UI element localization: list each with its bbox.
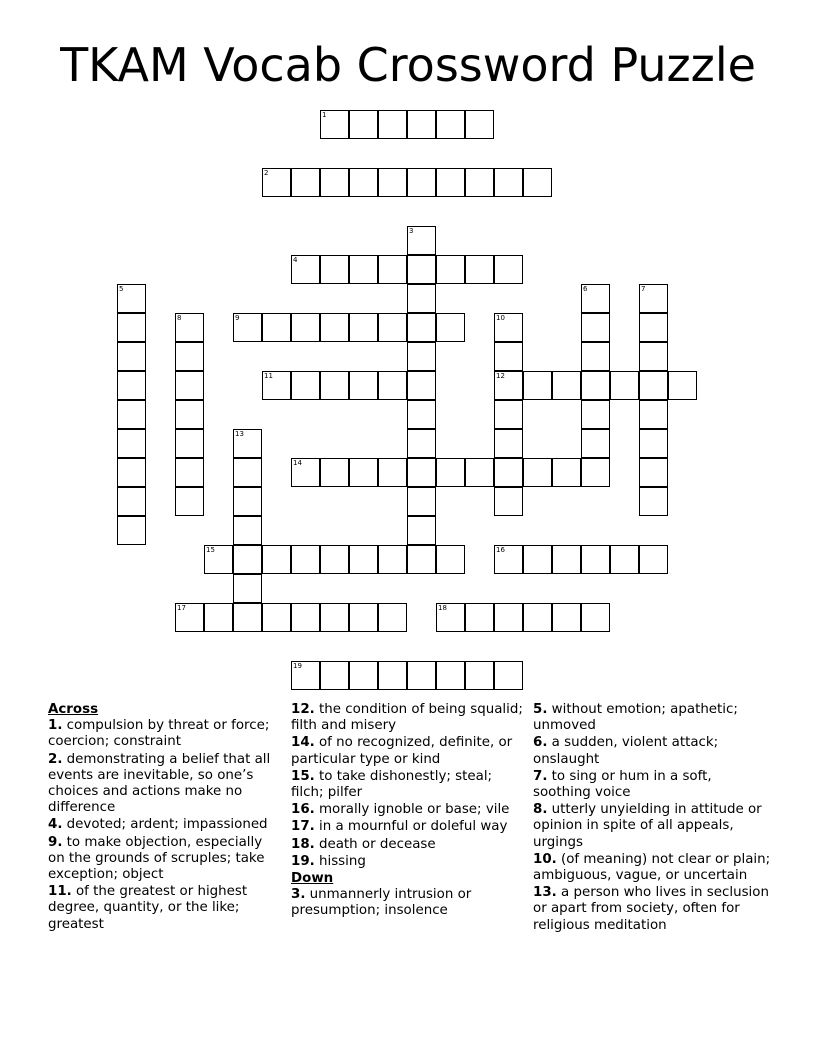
clue <box>533 885 773 934</box>
grid-cell[interactable] <box>175 429 204 458</box>
grid-cell[interactable] <box>117 429 146 458</box>
grid-cell[interactable] <box>262 168 291 197</box>
clue <box>533 735 773 767</box>
clue-number-label: 7 <box>641 285 646 293</box>
grid-cell[interactable] <box>552 603 581 632</box>
grid-cell[interactable] <box>117 371 146 400</box>
grid-cell[interactable] <box>436 255 465 284</box>
grid-cell[interactable] <box>378 545 407 574</box>
section-heading: Down <box>291 871 334 887</box>
clue-text: hissing <box>314 853 366 869</box>
grid-cell[interactable] <box>378 313 407 342</box>
grid-cell[interactable] <box>320 458 349 487</box>
grid-cell[interactable] <box>320 110 349 139</box>
clue <box>291 802 527 818</box>
grid-cell[interactable] <box>523 545 552 574</box>
grid-cell[interactable] <box>407 110 436 139</box>
clue-number: 8. <box>533 802 548 818</box>
grid-cell[interactable] <box>320 313 349 342</box>
clue-number-label: 6 <box>583 285 588 293</box>
grid-cell[interactable] <box>465 661 494 690</box>
grid-cell[interactable] <box>523 371 552 400</box>
grid-cell[interactable] <box>465 168 494 197</box>
clue-number: 13. <box>533 885 557 901</box>
grid-cell[interactable] <box>175 400 204 429</box>
grid-cell[interactable] <box>407 487 436 516</box>
grid-cell[interactable] <box>407 371 436 400</box>
grid-cell[interactable] <box>523 603 552 632</box>
grid-cell[interactable] <box>349 255 378 284</box>
grid-cell[interactable] <box>581 429 610 458</box>
clue-text: to take dishonestly; steal; filch; pilfer <box>291 768 493 801</box>
grid-cell[interactable] <box>233 516 262 545</box>
clue-text: demonstrating a belief that all events are inevitable, so one’s choices and actions make no difference <box>48 751 271 816</box>
clue-text: unmannerly intrusion or presumption; insolence <box>291 887 472 919</box>
grid-cell[interactable] <box>494 487 523 516</box>
grid-cell[interactable] <box>668 371 697 400</box>
clue-text: morally ignoble or base; vile <box>314 802 510 818</box>
clue-text: compulsion by threat or force; coercion; constraint <box>48 718 270 750</box>
grid-cell[interactable] <box>291 603 320 632</box>
grid-cell[interactable] <box>465 603 494 632</box>
grid-cell[interactable] <box>581 371 610 400</box>
grid-cell[interactable] <box>378 661 407 690</box>
grid-cell[interactable] <box>320 661 349 690</box>
clue-number: 10. <box>533 851 557 867</box>
grid-cell[interactable] <box>610 545 639 574</box>
clue <box>291 887 527 919</box>
grid-cell[interactable] <box>494 255 523 284</box>
clue-number: 5. <box>533 702 548 717</box>
clue-number-label: 1 <box>322 111 327 119</box>
grid-cell[interactable] <box>552 458 581 487</box>
grid-cell[interactable] <box>436 110 465 139</box>
grid-cell[interactable] <box>378 110 407 139</box>
grid-cell[interactable] <box>349 603 378 632</box>
grid-cell[interactable] <box>436 661 465 690</box>
grid-cell[interactable] <box>204 545 233 574</box>
grid-cell[interactable] <box>291 255 320 284</box>
clue-number: 19. <box>291 853 315 869</box>
grid-cell[interactable] <box>465 110 494 139</box>
grid-cell[interactable] <box>378 168 407 197</box>
grid-cell[interactable] <box>639 429 668 458</box>
clue <box>533 802 773 851</box>
grid-cell[interactable] <box>407 545 436 574</box>
grid-cell[interactable] <box>407 226 436 255</box>
grid-cell[interactable] <box>349 168 378 197</box>
grid-cell[interactable] <box>639 313 668 342</box>
grid-cell[interactable] <box>436 603 465 632</box>
grid-cell[interactable] <box>581 284 610 313</box>
grid-cell[interactable] <box>581 400 610 429</box>
grid-cell[interactable] <box>523 168 552 197</box>
grid-cell[interactable] <box>291 661 320 690</box>
grid-cell[interactable] <box>407 429 436 458</box>
grid-cell[interactable] <box>581 313 610 342</box>
grid-cell[interactable] <box>494 661 523 690</box>
grid-cell[interactable] <box>523 458 552 487</box>
clues-column-3 <box>533 702 773 935</box>
grid-cell[interactable] <box>494 545 523 574</box>
clue <box>48 884 280 933</box>
clue-number-label: 18 <box>438 604 447 612</box>
clue-number-label: 8 <box>177 314 182 322</box>
grid-cell[interactable] <box>378 255 407 284</box>
clue-number-label: 2 <box>264 169 269 177</box>
clue-number: 11. <box>48 884 72 900</box>
clue-number: 2. <box>48 751 63 767</box>
grid-cell[interactable] <box>349 545 378 574</box>
grid-cell[interactable] <box>175 371 204 400</box>
clue-number-label: 19 <box>293 662 302 670</box>
grid-cell[interactable] <box>407 516 436 545</box>
grid-cell[interactable] <box>639 400 668 429</box>
grid-cell[interactable] <box>407 255 436 284</box>
clues-column-1 <box>48 702 280 934</box>
clue-number-label: 11 <box>264 372 273 380</box>
grid-cell[interactable] <box>378 603 407 632</box>
grid-cell[interactable] <box>552 371 581 400</box>
grid-cell[interactable] <box>175 458 204 487</box>
clue-number: 9. <box>48 834 63 850</box>
clue-number: 17. <box>291 819 315 835</box>
clue-text: in a mournful or doleful way <box>314 819 508 835</box>
clue <box>291 702 527 734</box>
grid-cell[interactable] <box>639 487 668 516</box>
grid-cell[interactable] <box>436 545 465 574</box>
clue-number: 14. <box>291 735 315 751</box>
clue-text: utterly unyielding in attitude or opinion in spite of all appeals, urgings <box>533 802 762 850</box>
grid-cell[interactable] <box>291 168 320 197</box>
grid-cell[interactable] <box>494 429 523 458</box>
clue-number: 4. <box>48 817 63 833</box>
grid-cell[interactable] <box>175 313 204 342</box>
grid-cell[interactable] <box>494 603 523 632</box>
grid-cell[interactable] <box>407 313 436 342</box>
clue-number: 1. <box>48 718 63 734</box>
clue <box>291 854 527 870</box>
clue-text: of no recognized, definite, or particular type or kind <box>291 735 513 767</box>
clues-column-2 <box>291 702 527 921</box>
clue-number: 3. <box>291 887 306 903</box>
clue <box>291 819 527 835</box>
grid-cell[interactable] <box>407 458 436 487</box>
grid-cell[interactable] <box>320 603 349 632</box>
grid-cell[interactable] <box>117 284 146 313</box>
clue <box>291 735 527 767</box>
grid-cell[interactable] <box>465 458 494 487</box>
clue-number-label: 5 <box>119 285 124 293</box>
clue-text: a sudden, violent attack; onslaught <box>533 735 719 767</box>
grid-cell[interactable] <box>349 110 378 139</box>
clue-text: without emotion; apathetic; unmoved <box>533 702 738 734</box>
clue <box>533 702 773 734</box>
clue-text: devoted; ardent; impassioned <box>62 817 268 833</box>
grid-cell[interactable] <box>175 603 204 632</box>
clue-text: death or decease <box>314 836 436 852</box>
grid-cell[interactable] <box>175 342 204 371</box>
clue-number-label: 3 <box>409 227 414 235</box>
grid-cell[interactable] <box>639 545 668 574</box>
grid-cell[interactable] <box>436 168 465 197</box>
clue-number-label: 10 <box>496 314 505 322</box>
grid-cell[interactable] <box>117 313 146 342</box>
clue <box>48 817 280 833</box>
grid-cell[interactable] <box>494 458 523 487</box>
grid-cell[interactable] <box>407 400 436 429</box>
grid-cell[interactable] <box>291 545 320 574</box>
clue-number: 18. <box>291 836 315 852</box>
grid-cell[interactable] <box>233 429 262 458</box>
grid-cell[interactable] <box>349 313 378 342</box>
section-heading: Across <box>48 702 99 717</box>
grid-cell[interactable] <box>552 545 581 574</box>
grid-cell[interactable] <box>175 487 204 516</box>
grid-cell[interactable] <box>117 400 146 429</box>
grid-cell[interactable] <box>262 545 291 574</box>
grid-cell[interactable] <box>320 545 349 574</box>
grid-cell[interactable] <box>117 516 146 545</box>
grid-cell[interactable] <box>291 458 320 487</box>
grid-cell[interactable] <box>639 371 668 400</box>
grid-cell[interactable] <box>233 574 262 603</box>
clue-text: to sing or hum in a soft, soothing voice <box>533 768 712 801</box>
clue <box>48 835 280 884</box>
grid-cell[interactable] <box>639 342 668 371</box>
grid-cell[interactable] <box>204 603 233 632</box>
grid-cell[interactable] <box>320 255 349 284</box>
clue-number-label: 12 <box>496 372 505 380</box>
grid-cell[interactable] <box>494 313 523 342</box>
grid-cell[interactable] <box>378 458 407 487</box>
clue-number-label: 16 <box>496 546 505 554</box>
grid-cell[interactable] <box>117 342 146 371</box>
grid-cell[interactable] <box>320 168 349 197</box>
grid-cell[interactable] <box>494 342 523 371</box>
grid-cell[interactable] <box>494 371 523 400</box>
clue <box>291 837 527 853</box>
grid-cell[interactable] <box>378 371 407 400</box>
grid-cell[interactable] <box>320 371 349 400</box>
clue-number: 7. <box>533 768 548 784</box>
grid-cell[interactable] <box>349 661 378 690</box>
grid-cell[interactable] <box>407 342 436 371</box>
clue-number: 16. <box>291 802 315 818</box>
grid-cell[interactable] <box>610 371 639 400</box>
clue <box>48 752 280 817</box>
clue-number: 6. <box>533 735 548 751</box>
grid-cell[interactable] <box>262 371 291 400</box>
clue-text: (of meaning) not clear or plain; ambiguous, vague, or uncertain <box>533 851 771 884</box>
clue <box>291 769 527 801</box>
clue-text: a person who lives in seclusion or apart from society, often for religious meditation <box>533 885 769 933</box>
grid-cell[interactable] <box>291 313 320 342</box>
grid-cell[interactable] <box>233 313 262 342</box>
clue <box>48 718 280 750</box>
grid-cell[interactable] <box>436 458 465 487</box>
grid-cell[interactable] <box>581 545 610 574</box>
grid-cell[interactable] <box>581 603 610 632</box>
clue-text: of the greatest or highest degree, quantity, or the like; greatest <box>48 884 248 932</box>
grid-cell[interactable] <box>117 458 146 487</box>
clue-number: 12. <box>291 702 315 717</box>
grid-cell[interactable] <box>465 255 494 284</box>
grid-cell[interactable] <box>291 371 320 400</box>
grid-cell[interactable] <box>262 603 291 632</box>
grid-cell[interactable] <box>581 342 610 371</box>
grid-cell[interactable] <box>233 487 262 516</box>
grid-cell[interactable] <box>407 661 436 690</box>
clue <box>533 852 773 884</box>
grid-cell[interactable] <box>262 313 291 342</box>
grid-cell[interactable] <box>407 168 436 197</box>
page-title: TKAM Vocab Crossword Puzzle <box>60 38 756 92</box>
clue-number-label: 15 <box>206 546 215 554</box>
grid-cell[interactable] <box>117 487 146 516</box>
grid-cell[interactable] <box>581 458 610 487</box>
clue-number-label: 17 <box>177 604 186 612</box>
grid-cell[interactable] <box>639 458 668 487</box>
grid-cell[interactable] <box>639 284 668 313</box>
grid-cell[interactable] <box>407 284 436 313</box>
grid-cell[interactable] <box>233 545 262 574</box>
clue-number: 15. <box>291 768 315 784</box>
grid-cell[interactable] <box>494 400 523 429</box>
clue <box>533 769 773 801</box>
clue-number-label: 4 <box>293 256 298 264</box>
clue-number-label: 13 <box>235 430 244 438</box>
grid-cell[interactable] <box>349 458 378 487</box>
grid-cell[interactable] <box>233 458 262 487</box>
clue-number-label: 14 <box>293 459 302 467</box>
clue-text: the condition of being squalid; filth and misery <box>291 702 523 734</box>
grid-cell[interactable] <box>349 371 378 400</box>
grid-cell[interactable] <box>436 313 465 342</box>
grid-cell[interactable] <box>494 168 523 197</box>
clue-text: to make objection, especially on the grounds of scruples; take exception; object <box>48 834 265 883</box>
clue-number-label: 9 <box>235 314 240 322</box>
grid-cell[interactable] <box>233 603 262 632</box>
